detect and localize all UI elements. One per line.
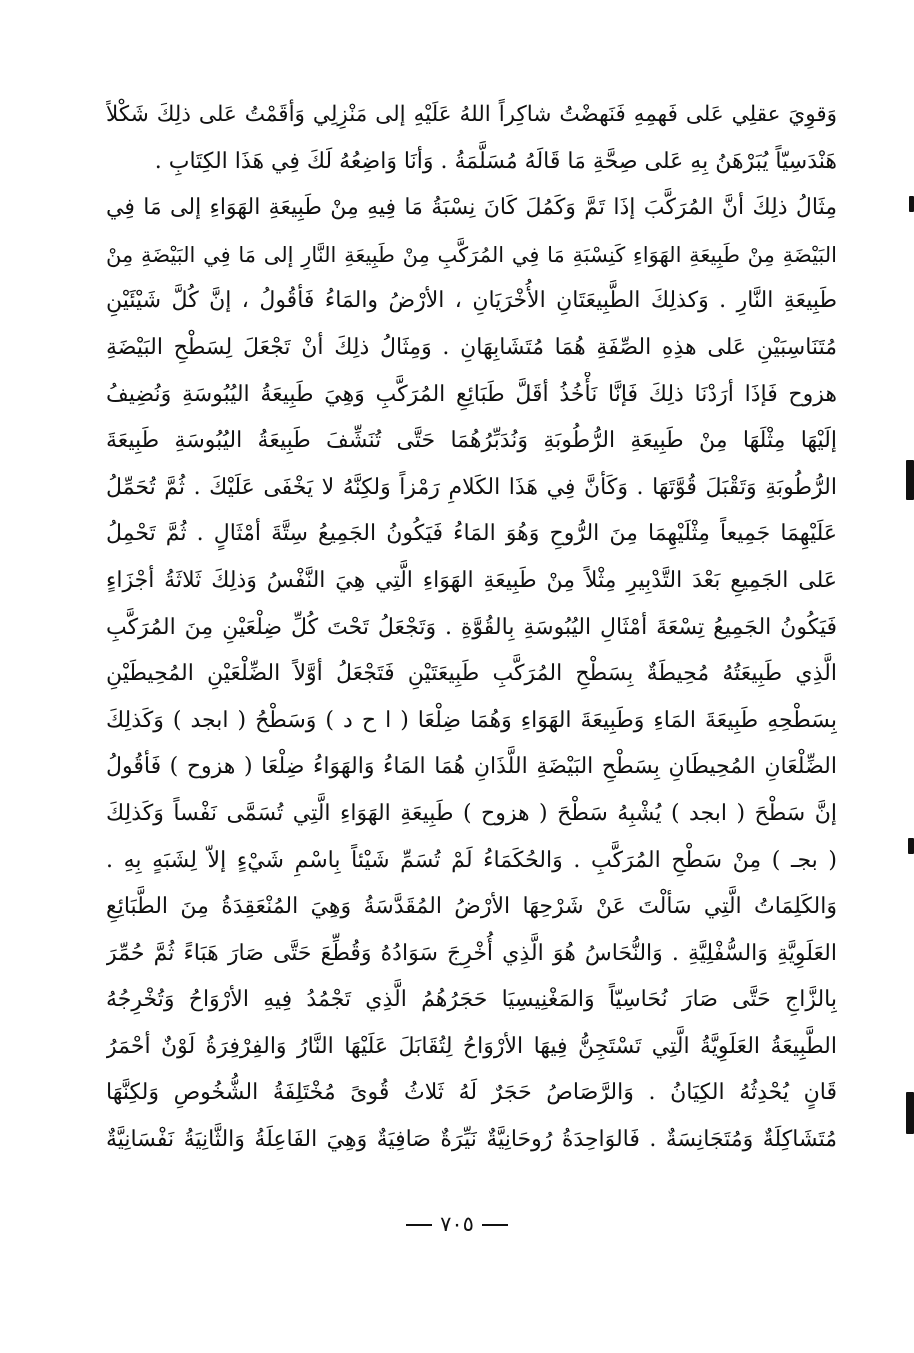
text-line: الرُّطُوبَةِ وَتَقْبَلَ قُوَّتَهَا . وَكَأنَّ فِي هَذَا الكَلامِ رَمْزاً وَلكِنَّهُ لا يَخْفَى عَلَيْكَ . ثُمَّ تُحَمِّلُ — [106, 474, 837, 500]
text-line: البَيْضَةِ مِنْ طَبِيعَةِ الهَوَاءِ كَنِسْبَةِ مَا فِي المُرَكَّبِ مِنْ طَبِيعَةِ النَّارِ إلى مَا فِي البَيْضَةِ مِنْ — [106, 242, 837, 267]
binding-mark — [908, 838, 914, 854]
body-text — [106, 92, 837, 1164]
text-line: بِالزَّاجِ حَتَّى صَارَ نُحَاسِيّاً وَالمَغْنِيسِيَا حَجَرُهُمُ الَّذِي تَجْمُدُ فِيهِ الأرْوَاحُ وَتُخْرِجُهُ — [106, 987, 837, 1013]
dash-decoration — [482, 1224, 508, 1226]
text-line: وَقوِيَ عقلِي عَلى فَهمِهِ فَنَهضْتُ شاكِراً اللهُ عَلَيْهِ إلى مَنْزِلِي وَأقَمْتُ عَلى ذلِكَ شَكْلاً — [106, 102, 837, 127]
text-line: عَلى الجَمِيعِ بَعْدَ التَّدْبِيرِ مِثْلاً مِنْ طَبِيعَةِ الهَوَاءِ الَّتِي هِيَ النَّفْسُ وَذلِكَ ثَلاثَةُ أجْزَاءٍ — [106, 567, 837, 593]
text-line: هَنْدَسِيّاً يُبَرْهَنُ بِهِ عَلى صِحَّةِ مَا قَالَهُ مُسَلَّمَةُ . وَأنَا وَاضِعُهُ لَكَ فِي هَذَا الكِتَابِ . — [154, 148, 837, 174]
text-line: طَبِيعَةِ النَّارِ . وَكذلِكَ الطَّبِيعَتَانِ الأُخْرَيَانِ ، الأرْضُ والمَاءُ فَأقُولُ ، إنَّ كُلَّ شَيْئَيْنِ — [106, 288, 837, 314]
text-line: عَلَيْهِمَا جَمِيعاً مِثْلَيْهِمَا مِنَ الرُّوحِ وَهُوَ المَاءُ فَيَكُونُ الجَمِيعُ سِتَّةَ أمْثَالٍ . ثُمَّ تَحْمِلُ — [106, 521, 837, 547]
text-line: وَالكَلِمَاتُ الَّتِي سَألْتَ عَنْ شَرْحِهَا الأرْضُ المُقَدَّسَةُ وَهِيَ المُنْعَقِدَةُ مِنَ الطَّبَائِعِ — [106, 894, 837, 920]
text-line: إلَيْهَا مِثْلَهَا مِنْ طَبِيعَةِ الرُّطُوبَةِ وَنُدَبِّرُهُمَا حَتَّى تُنَشِّفَ طَبِيعَةُ اليُبُوسَةِ طَبِيعَةَ — [106, 428, 837, 454]
page-number-value: ٧٠٥ — [440, 1212, 474, 1236]
text-line: إنَّ سَطْحَ ( ابجد ) يُشْبِهُ سَطْحَ ( هزوح ) طَبِيعَةِ الهَوَاءِ الَّتِي تُسَمَّى نَفْساً وَكَذلِكَ — [106, 800, 837, 826]
text-line: مُتَشَاكِلَةٌ وَمُتَجَانِسَةٌ . فَالوَاحِدَةُ رُوحَانِيَّةٌ نَيِّرَةٌ صَافِيَةٌ وَهِيَ الفَاعِلَةُ وَالثَّانِيَةُ نَفْسَانِيَّةٌ — [106, 1127, 837, 1153]
binding-mark — [909, 196, 914, 212]
text-line: العَلَوِيَّةِ وَالسُّفْلِيَّةِ . وَالنُّحَاسُ هُوَ الَّذِي أُخْرِجَ سَوَادُهُ وَقُطِّعَ حَتَّى صَارَ هَبَاءً ثُمَّ حُمِّرَ — [106, 940, 837, 966]
binding-mark — [906, 1092, 914, 1134]
binding-mark — [906, 460, 914, 500]
text-line: ( بجـ ) مِنْ سَطْحِ المُرَكَّبِ . وَالحُكَمَاءُ لَمْ تُسَمِّ شَيْئاً بِاسْمِ شَيْءٍ إلاّ لِشَبَهٍ بِهِ . — [106, 847, 837, 873]
text-line: فَيَكُونُ الجَمِيعُ تِسْعَةَ أمْثَالِ اليُبُوسَةِ بِالقُوَّةِ . وَتَجْعَلُ تَحْتَ كُلِّ ضِلْعَيْنِ مِنَ المُرَكَّبِ — [106, 614, 837, 640]
text-line: مُتَنَاسِبَيْنِ عَلى هذِهِ الصِّفَةِ هُمَا مُتَشَابِهَانِ . وَمِثَالُ ذلِكَ أنْ تَجْعَلَ لِسَطْحِ البَيْضَةِ — [106, 334, 837, 360]
text-line: بِسَطْحِهِ طَبِيعَةَ المَاءِ وَطَبِيعَةَ الهَوَاءِ وَهُمَا ضِلْعَا ( ا ح د ) وَسَطْحُ ( ابجد ) وَكَذلِكَ — [106, 707, 837, 733]
text-line: الَّذِي طَبِيعَتُهُ مُحِيطَةٌ بِسَطْحِ المُرَكَّبِ طَبِيعَتَيْنِ فَتَجْعَلُ أوَّلاً الضِّلْعَيْنِ المُحِيطَيْنِ — [106, 661, 837, 687]
text-line: الطَّبِيعَةُ العَلَوِيَّةُ الَّتِي تَسْتَجِنُّ فِيهَا الأرْوَاحُ لِتُقَابَلَ عَلَيْهَا النَّارُ وَالفِرْفِرَةُ لَوْنٌ أحْمَرُ — [106, 1033, 837, 1059]
text-line: هزوح فَإذَا أرَدْنَا ذلِكَ فَإنَّا نَأْخُذُ أقَلَّ طَبَائِعِ المُرَكَّبِ وَهِيَ طَبِيعَةُ اليُبُوسَةِ وَنُضِيفُ — [106, 381, 837, 407]
dash-decoration — [406, 1224, 432, 1226]
text-line: الضِّلْعَانِ المُحِيطَانِ بِسَطْحِ البَيْضَةِ اللَّذَانِ هُمَا المَاءُ وَالهَوَاءُ ضِلْعَا ( هزوح ) فَأقُولُ — [106, 754, 837, 780]
text-line: مِثَالُ ذلِكَ أنَّ المُرَكَّبَ إذَا تَمَّ وَكَمُلَ كَانَ نِسْبَةُ مَا فِيهِ مِنْ طَبِيعَةِ الهَوَاءِ إلى مَا فِي — [106, 195, 837, 221]
page-number — [0, 1212, 914, 1236]
text-line: قَانٍ يُحْدِثُهُ الكِيَانُ . وَالرَّصَاصُ حَجَرٌ لَهُ ثَلاثُ قُوىً مُخْتَلِفَةُ الشُّخُوصِ وَلكِنَّهَا — [106, 1080, 837, 1106]
